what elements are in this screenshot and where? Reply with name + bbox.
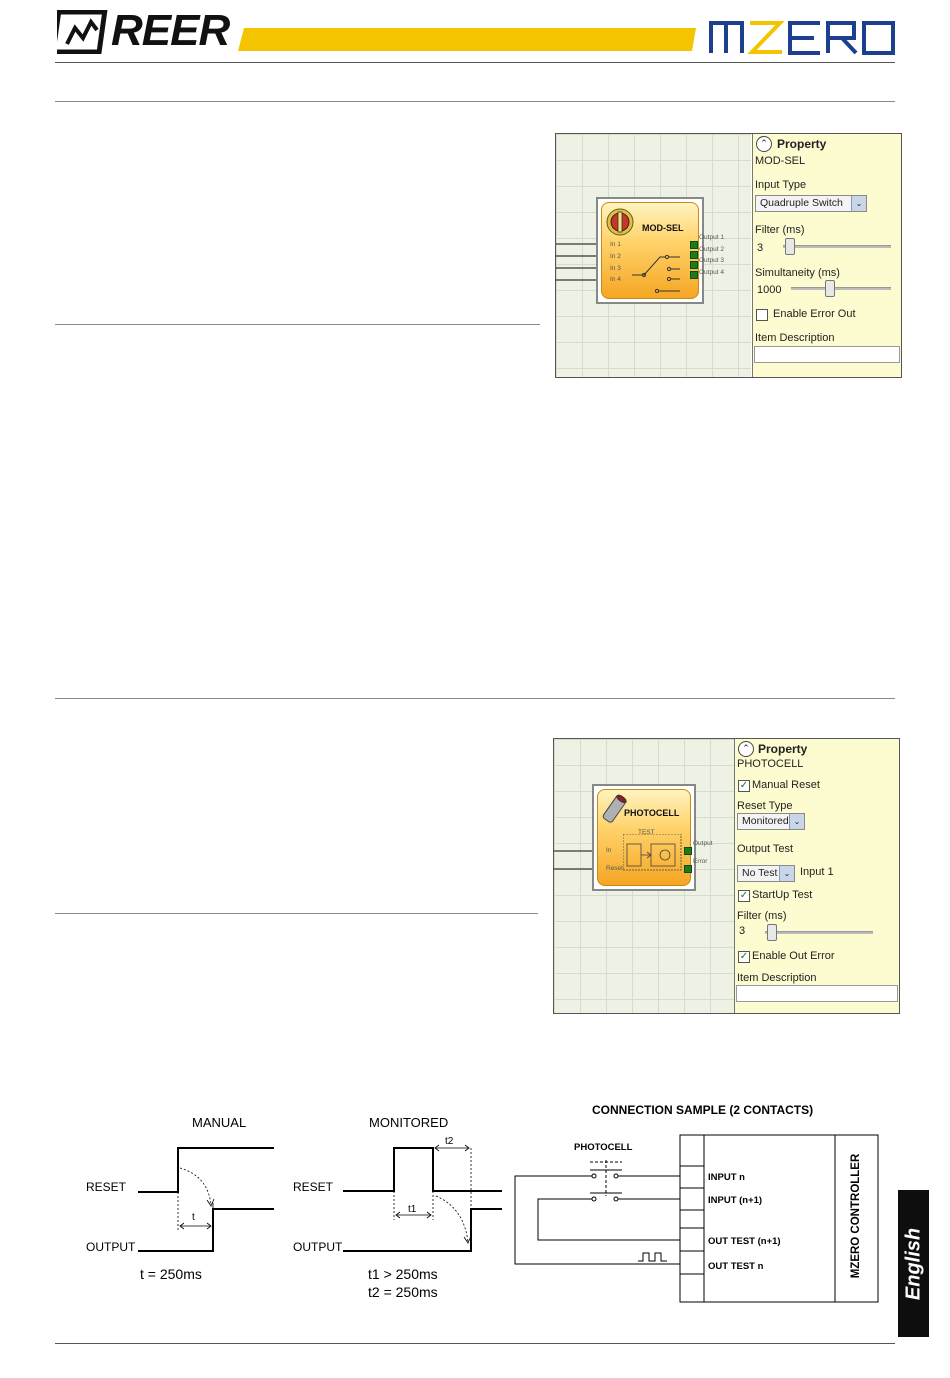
simultaneity-slider-track[interactable] (791, 287, 891, 290)
modsel-output-2: Output 2 (699, 246, 724, 253)
reer-logo (57, 8, 237, 58)
modsel-output-4: Output 4 (699, 269, 724, 276)
brand-left: REER (111, 6, 230, 55)
header-band (238, 28, 696, 51)
output-test-select[interactable]: No Test ⌄ (737, 865, 795, 882)
timing-diagram-monitored (288, 1108, 508, 1303)
photocell-filter-value: 3 (739, 925, 746, 937)
section-rule-4 (55, 913, 538, 914)
modsel-in-3: In 3 (610, 265, 621, 272)
photocell-out-pin-error[interactable] (684, 865, 692, 873)
modsel-property-pane (752, 134, 901, 377)
header-rule (55, 62, 895, 63)
connection-wiring (510, 1098, 882, 1306)
photocell-property-title: Property (758, 742, 808, 756)
enable-error-label: Enable Error Out (773, 308, 856, 320)
collapse-icon[interactable]: ⌃ (738, 741, 754, 757)
chevron-down-icon: ⌄ (851, 196, 866, 211)
collapse-icon[interactable]: ⌃ (756, 136, 772, 152)
filter-value: 3 (757, 242, 764, 254)
photocell-filter-slider-thumb[interactable] (767, 924, 777, 941)
item-description-input[interactable] (754, 346, 900, 363)
photocell-screenshot (553, 738, 900, 1014)
startup-test-label: StartUp Test (752, 889, 813, 901)
connection-sample (510, 1098, 882, 1306)
switch-symbol-icon (632, 243, 692, 293)
photocell-in-label: In (606, 847, 612, 854)
modsel-out-pin-1[interactable] (690, 241, 698, 249)
photocell-item-description-label: Item Description (737, 972, 817, 984)
mzero-logo-icon (708, 18, 896, 56)
enable-out-error-checkbox[interactable]: ✓ (739, 951, 749, 962)
simultaneity-value: 1000 (757, 284, 782, 296)
modsel-screenshot (555, 133, 902, 378)
language-tab-label: English (902, 1227, 924, 1300)
manual-title: MANUAL (192, 1115, 247, 1130)
modsel-output-1: Output 1 (699, 234, 724, 241)
output-test-label: Output Test (737, 843, 794, 855)
photocell-component-name: PHOTOCELL (737, 758, 804, 770)
manual-reset-checkbox[interactable]: ✓ (739, 780, 749, 791)
modsel-component-name: MOD-SEL (755, 155, 806, 167)
input-type-label: Input Type (755, 179, 807, 191)
terminal-input-n1: INPUT (n+1) (708, 1195, 763, 1206)
enable-out-error-label: Enable Out Error (752, 950, 835, 962)
connection-photocell-label: PHOTOCELL (574, 1142, 633, 1153)
terminal-input-n: INPUT n (708, 1172, 745, 1183)
language-tab (898, 1190, 929, 1337)
timing-diagram-manual (80, 1108, 280, 1298)
monitored-reset-label: RESET (293, 1180, 334, 1194)
manual-reset-label: Manual Reset (752, 779, 820, 791)
modsel-block-title: MOD-SEL (642, 223, 684, 233)
selector-switch-icon (606, 208, 634, 236)
photocell-reset-label: Reset (606, 865, 623, 872)
simultaneity-slider-thumb[interactable] (825, 280, 835, 297)
photocell-test-label: TEST (638, 829, 655, 836)
photocell-out-pin-output[interactable] (684, 847, 692, 855)
reset-type-label: Reset Type (737, 800, 793, 812)
photocell-symbol-icon (623, 834, 683, 872)
modsel-property-title: Property (777, 137, 827, 151)
modsel-in-1: In 1 (610, 241, 621, 248)
section-rule-1 (55, 101, 895, 102)
manual-waveform (80, 1108, 280, 1298)
connection-title: CONNECTION SAMPLE (2 CONTACTS) (592, 1103, 814, 1117)
manual-reset-label: RESET (86, 1180, 127, 1194)
photocell-filter-label: Filter (ms) (737, 910, 787, 922)
modsel-block[interactable] (596, 197, 724, 304)
controller-label: MZERO CONTROLLER (850, 1153, 862, 1279)
monitored-title: MONITORED (369, 1115, 449, 1130)
photocell-filter-slider-track[interactable] (765, 931, 873, 934)
modsel-canvas[interactable] (556, 134, 751, 377)
modsel-in-4: In 4 (610, 276, 621, 283)
monitored-note-2: t2 = 250ms (368, 1284, 438, 1300)
simultaneity-label: Simultaneity (ms) (755, 267, 840, 279)
monitored-note-1: t1 > 250ms (368, 1266, 438, 1282)
section-rule-2 (55, 324, 540, 325)
manual-output-label: OUTPUT (86, 1240, 136, 1254)
terminal-out-test-n: OUT TEST n (708, 1261, 764, 1272)
monitored-t2-label: t2 (445, 1136, 454, 1147)
modsel-out-pin-2[interactable] (690, 251, 698, 259)
brand-right (708, 18, 896, 56)
modsel-output-3: Output 3 (699, 257, 724, 264)
item-description-label: Item Description (755, 332, 835, 344)
chevron-down-icon: ⌄ (779, 866, 794, 881)
terminal-out-test-n1: OUT TEST (n+1) (708, 1236, 781, 1247)
filter-label: Filter (ms) (755, 224, 805, 236)
photocell-block-title: PHOTOCELL (624, 808, 680, 818)
chevron-down-icon: ⌄ (789, 814, 804, 829)
photocell-item-description-input[interactable] (736, 985, 898, 1002)
photocell-block[interactable] (592, 784, 713, 891)
reer-logo-icon (57, 10, 109, 54)
photocell-property-pane (734, 739, 899, 1013)
modsel-out-pin-3[interactable] (690, 261, 698, 269)
photocell-canvas[interactable] (554, 739, 734, 1013)
filter-slider-thumb[interactable] (785, 238, 795, 255)
startup-test-checkbox[interactable]: ✓ (739, 890, 749, 901)
photocell-error-label: Error (693, 858, 708, 865)
reset-type-select[interactable]: Monitored ⌄ (737, 813, 805, 830)
enable-error-checkbox[interactable] (756, 309, 768, 321)
filter-slider-track[interactable] (783, 245, 891, 248)
output-test-input: Input 1 (800, 866, 834, 878)
monitored-waveform (288, 1108, 508, 1303)
monitored-output-label: OUTPUT (293, 1240, 343, 1254)
modsel-out-pin-4[interactable] (690, 271, 698, 279)
photocell-output-label: Output (693, 840, 713, 847)
modsel-in-2: In 2 (610, 253, 621, 260)
monitored-t1-label: t1 (408, 1204, 417, 1215)
footer-rule (55, 1343, 895, 1344)
section-rule-3 (55, 698, 895, 699)
manual-note: t = 250ms (140, 1266, 202, 1282)
input-type-select[interactable]: Quadruple Switch ⌄ (755, 195, 867, 212)
manual-t-label: t (192, 1212, 195, 1223)
